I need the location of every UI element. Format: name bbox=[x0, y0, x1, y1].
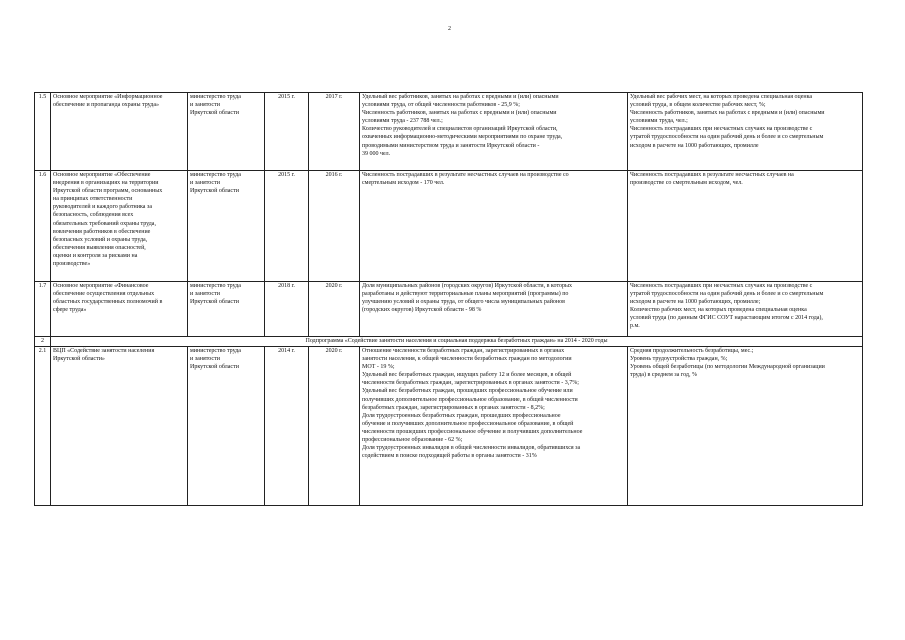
subprogram-number: 2 bbox=[35, 337, 51, 347]
result-indicators: Удельный вес рабочих мест, на которых проведена специальная оценка условий труда, в общем количестве рабочих мест, %; Численность работников, занятых на работах с вредными и (или) опасными условиями труда, чел.; Численность пострадавших при несчастных случаях на производстве с утратой трудоспособности на один рабочий день и более и со смертельным исходом в расчете на 1000 работающих, промилле bbox=[628, 93, 863, 171]
row-number: 1.6 bbox=[35, 171, 51, 282]
activity-name: Основное мероприятие «Финансовое обеспечение осуществления отдельных областных государственных полномочий в сфере труда» bbox=[51, 282, 188, 337]
start-year: 2015 г. bbox=[265, 93, 309, 171]
responsible-executor: министерство труда и занятости Иркутской области bbox=[188, 282, 265, 337]
target-indicators: Численность пострадавших в результате несчастных случаев на производстве со смертельным исходом - 170 чел. bbox=[360, 171, 628, 282]
row-number: 1.5 bbox=[35, 93, 51, 171]
responsible-executor: министерство труда и занятости Иркутской области bbox=[188, 347, 265, 506]
subprogram-row bbox=[35, 337, 863, 347]
table-row bbox=[35, 93, 863, 171]
start-year: 2015 г. bbox=[265, 171, 309, 282]
table-row bbox=[35, 347, 863, 506]
end-year: 2020 г. bbox=[309, 347, 360, 506]
activity-name: ВЦП «Содействие занятости населения Иркутской области» bbox=[51, 347, 188, 506]
result-indicators: Численность пострадавших в результате несчастных случаев на производстве со смертельным исходом, чел. bbox=[628, 171, 863, 282]
end-year: 2020 г. bbox=[309, 282, 360, 337]
row-number: 1.7 bbox=[35, 282, 51, 337]
activity-name: Основное мероприятие «Обеспечение внедрения в организациях на территории Иркутской области программ, основанных на принципах ответственности руководителей и каждого работника за безопасность, соблюдения всех обязательных требований охраны труда, вовлечения работников в обеспечение безопасных условий и охраны труда, обеспечения выявления опасностей, оценки и контроля за рисками на производстве» bbox=[51, 171, 188, 282]
table-row bbox=[35, 171, 863, 282]
table-row bbox=[35, 282, 863, 337]
subprogram-title: Подпрограмма «Содействие занятости населения и социальная поддержка безработных граждан» на 2014 - 2020 годы bbox=[51, 337, 863, 347]
responsible-executor: министерство труда и занятости Иркутской области bbox=[188, 171, 265, 282]
responsible-executor: министерство труда и занятости Иркутской области bbox=[188, 93, 265, 171]
target-indicators: Удельный вес работников, занятых на работах с вредными и (или) опасными условиями труда, от общей численности работников - 25,9 %; Численность работников, занятых на работах с вредными и (или) опасными условиями труда - 237 788 чел.; Количество руководителей и специалистов организаций Иркутской области, охваченных информационно-методическими мероприятиями по охране труда, проводимыми министерством труда и занятости Иркутской области - 39 000 чел. bbox=[360, 93, 628, 171]
start-year: 2018 г. bbox=[265, 282, 309, 337]
target-indicators: Отношение численности безработных граждан, зарегистрированных в органах занятости населения, к общей численности безработных граждан по методологии МОТ - 19 %; Удельный вес безработных граждан, ищущих работу 12 и более месяцев, в общей численности безработных граждан, зарегистрированных в органах занятости - 3,7%; Удельный вес безработных граждан, прошедших профессиональное обучение или получивших дополнительное профессиональное образование, в общей численности безработных граждан, зарегистрированных в органах занятости - 8,2%; Доля трудоустроенных безработных граждан, прошедших профессиональное обучение и получивших дополнительное профессиональное образование, в общей численности прошедших профессиональное обучение и получивших дополнительное профессиональное образование - 62 %; Доля трудоустроенных инвалидов в общей численности инвалидов, обратившихся за содействием в поиске подходящей работы в органы занятости - 31% bbox=[360, 347, 628, 506]
row-number: 2.1 bbox=[35, 347, 51, 506]
end-year: 2016 г. bbox=[309, 171, 360, 282]
result-indicators: Численность пострадавших при несчастных случаях на производстве с утратой трудоспособности на один рабочий день и более и со смертельным исходом в расчете на 1000 работающих, промилле; Количество рабочих мест, на которых проведена специальная оценка условий труда (по данным ФГИС СОУТ нарастающим итогом с 2014 года), р.м. bbox=[628, 282, 863, 337]
activity-name: Основное мероприятие «Информационное обеспечение и пропаганда охраны труда» bbox=[51, 93, 188, 171]
program-table bbox=[34, 92, 863, 506]
start-year: 2014 г. bbox=[265, 347, 309, 506]
page-number: 2 bbox=[448, 26, 451, 32]
target-indicators: Доля муниципальных районов (городских округов) Иркутской области, в которых разработаны и действуют территориальные планы мероприятий (программы) по улучшению условий и охраны труда, от общего числа муниципальных районов (городских округов) Иркутской области - 98 % bbox=[360, 282, 628, 337]
end-year: 2017 г. bbox=[309, 93, 360, 171]
result-indicators: Средняя продолжительность безработицы, мес.; Уровень трудоустройства граждан, %; Уровень общей безработицы (по методологии Международной организации труда) в среднем за год, % bbox=[628, 347, 863, 506]
